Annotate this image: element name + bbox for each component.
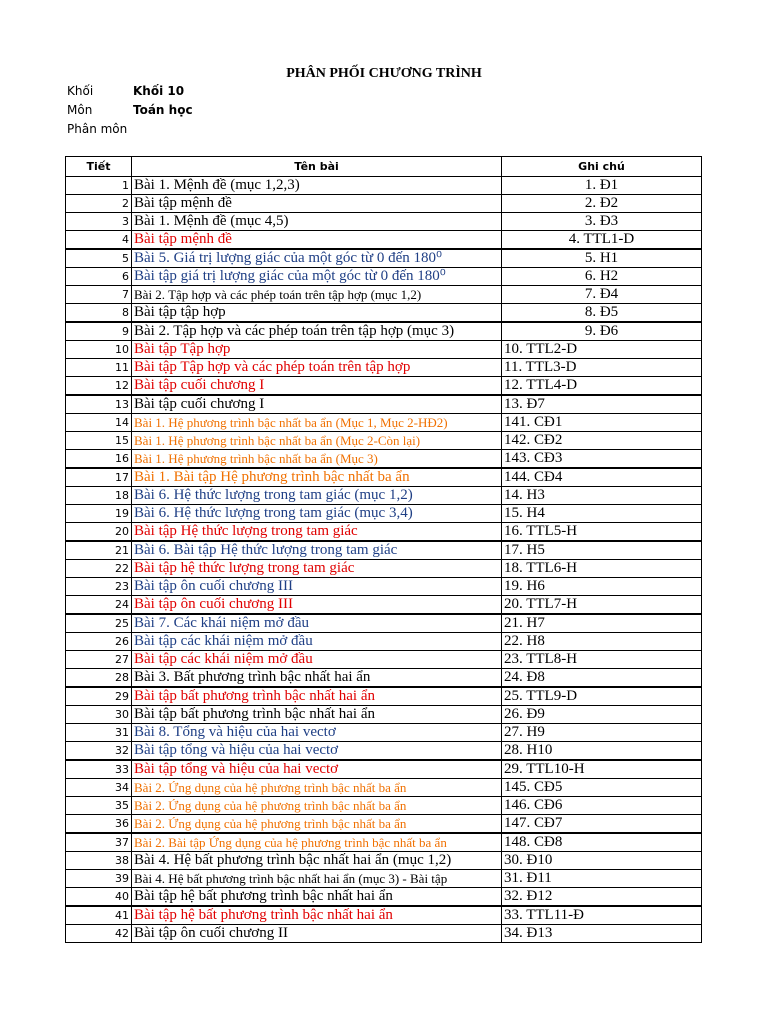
header-tiet: Tiết bbox=[66, 157, 132, 177]
lesson-name-cell: Bài tập ôn cuối chương III bbox=[132, 578, 502, 596]
lesson-note-cell: 143. CĐ3 bbox=[502, 450, 702, 469]
meta-label: Khối bbox=[67, 84, 94, 98]
lesson-number-cell: 16 bbox=[66, 450, 132, 469]
lesson-name-cell: Bài tập bất phương trình bậc nhất hai ẩn bbox=[132, 687, 502, 706]
table-row bbox=[66, 505, 702, 523]
lesson-name-cell: Bài 2. Tập hợp và các phép toán trên tập hợp (mục 3) bbox=[132, 322, 502, 341]
table-row bbox=[66, 706, 702, 724]
table-row bbox=[66, 669, 702, 688]
lesson-number-cell: 40 bbox=[66, 888, 132, 907]
lesson-number-cell: 8 bbox=[66, 304, 132, 323]
lesson-note-cell: 13. Đ7 bbox=[502, 395, 702, 414]
lesson-number-cell: 29 bbox=[66, 687, 132, 706]
lesson-note-cell: 32. Đ12 bbox=[502, 888, 702, 907]
lesson-note-cell: 2. Đ2 bbox=[502, 195, 702, 213]
lesson-note-cell: 31. Đ11 bbox=[502, 870, 702, 888]
table-row bbox=[66, 560, 702, 578]
table-row bbox=[66, 341, 702, 359]
table-row bbox=[66, 760, 702, 779]
lesson-note-cell: 29. TTL10-H bbox=[502, 760, 702, 779]
lesson-note-cell: 9. Đ6 bbox=[502, 322, 702, 341]
lesson-note-cell: 20. TTL7-H bbox=[502, 596, 702, 615]
lesson-note-cell: 144. CĐ4 bbox=[502, 468, 702, 487]
lesson-note-cell: 145. CĐ5 bbox=[502, 779, 702, 797]
schedule-table bbox=[65, 156, 702, 943]
lesson-name-cell: Bài tập Tập hợp và các phép toán trên tập hợp bbox=[132, 359, 502, 377]
lesson-number-cell: 17 bbox=[66, 468, 132, 487]
lesson-number-cell: 15 bbox=[66, 432, 132, 450]
lesson-name-cell: Bài 5. Giá trị lượng giác của một góc từ 0 đến 180⁰ bbox=[132, 249, 502, 268]
lesson-note-cell: 8. Đ5 bbox=[502, 304, 702, 323]
table-row bbox=[66, 888, 702, 907]
table-row bbox=[66, 414, 702, 432]
lesson-name-cell: Bài tập ôn cuối chương II bbox=[132, 925, 502, 943]
lesson-note-cell: 33. TTL11-Đ bbox=[502, 906, 702, 925]
lesson-number-cell: 12 bbox=[66, 377, 132, 396]
lesson-note-cell: 21. H7 bbox=[502, 614, 702, 633]
lesson-name-cell: Bài 2. Tập hợp và các phép toán trên tập hợp (mục 1,2) bbox=[132, 286, 502, 304]
lesson-note-cell: 22. H8 bbox=[502, 633, 702, 651]
lesson-note-cell: 27. H9 bbox=[502, 724, 702, 742]
lesson-number-cell: 4 bbox=[66, 231, 132, 250]
header-ghi-chu: Ghi chú bbox=[502, 157, 702, 177]
lesson-number-cell: 19 bbox=[66, 505, 132, 523]
lesson-number-cell: 13 bbox=[66, 395, 132, 414]
table-row bbox=[66, 870, 702, 888]
lesson-note-cell: 148. CĐ8 bbox=[502, 833, 702, 852]
lesson-note-cell: 3. Đ3 bbox=[502, 213, 702, 231]
lesson-name-cell: Bài tập hệ bất phương trình bậc nhất hai ẩn bbox=[132, 906, 502, 925]
lesson-name-cell: Bài 7. Các khái niệm mở đầu bbox=[132, 614, 502, 633]
table-row bbox=[66, 286, 702, 304]
lesson-number-cell: 42 bbox=[66, 925, 132, 943]
table-row bbox=[66, 815, 702, 834]
lesson-number-cell: 23 bbox=[66, 578, 132, 596]
table-row bbox=[66, 724, 702, 742]
lesson-number-cell: 39 bbox=[66, 870, 132, 888]
lesson-name-cell: Bài 2. Bài tập Ứng dụng của hệ phương trình bậc nhất ba ẩn bbox=[132, 833, 502, 852]
table-row bbox=[66, 177, 702, 195]
meta-value: Toán học bbox=[133, 103, 193, 117]
table-row bbox=[66, 541, 702, 560]
lesson-note-cell: 7. Đ4 bbox=[502, 286, 702, 304]
lesson-number-cell: 34 bbox=[66, 779, 132, 797]
lesson-number-cell: 38 bbox=[66, 852, 132, 870]
lesson-name-cell: Bài 2. Ứng dụng của hệ phương trình bậc nhất ba ẩn bbox=[132, 779, 502, 797]
lesson-name-cell: Bài tập tổng và hiệu của hai vectơ bbox=[132, 760, 502, 779]
lesson-note-cell: 34. Đ13 bbox=[502, 925, 702, 943]
lesson-note-cell: 26. Đ9 bbox=[502, 706, 702, 724]
meta-label: Môn bbox=[67, 103, 93, 117]
lesson-number-cell: 24 bbox=[66, 596, 132, 615]
lesson-number-cell: 2 bbox=[66, 195, 132, 213]
table-row bbox=[66, 596, 702, 615]
header-ten-bai: Tên bài bbox=[132, 157, 502, 177]
table-body bbox=[66, 177, 702, 943]
lesson-number-cell: 20 bbox=[66, 523, 132, 542]
lesson-note-cell: 28. H10 bbox=[502, 742, 702, 761]
lesson-name-cell: Bài tập Hệ thức lượng trong tam giác bbox=[132, 523, 502, 542]
table-row bbox=[66, 468, 702, 487]
lesson-number-cell: 22 bbox=[66, 560, 132, 578]
lesson-name-cell: Bài tập bất phương trình bậc nhất hai ẩn bbox=[132, 706, 502, 724]
lesson-number-cell: 14 bbox=[66, 414, 132, 432]
lesson-name-cell: Bài 6. Hệ thức lượng trong tam giác (mục 1,2) bbox=[132, 487, 502, 505]
meta-row-phan-mon bbox=[67, 122, 133, 136]
table-row bbox=[66, 213, 702, 231]
lesson-number-cell: 11 bbox=[66, 359, 132, 377]
meta-row-khoi bbox=[67, 84, 184, 98]
lesson-number-cell: 6 bbox=[66, 268, 132, 286]
lesson-note-cell: 5. H1 bbox=[502, 249, 702, 268]
lesson-note-cell: 142. CĐ2 bbox=[502, 432, 702, 450]
lesson-name-cell: Bài tập cuối chương I bbox=[132, 377, 502, 396]
table-row bbox=[66, 450, 702, 469]
lesson-note-cell: 4. TTL1-D bbox=[502, 231, 702, 250]
lesson-name-cell: Bài 1. Hệ phương trình bậc nhất ba ẩn (Mục 2-Còn lại) bbox=[132, 432, 502, 450]
lesson-number-cell: 5 bbox=[66, 249, 132, 268]
lesson-name-cell: Bài 1. Bài tập Hệ phương trình bậc nhất ba ẩn bbox=[132, 468, 502, 487]
lesson-name-cell: Bài 2. Ứng dụng của hệ phương trình bậc nhất ba ẩn bbox=[132, 797, 502, 815]
lesson-note-cell: 24. Đ8 bbox=[502, 669, 702, 688]
table-row bbox=[66, 687, 702, 706]
lesson-note-cell: 147. CĐ7 bbox=[502, 815, 702, 834]
table-header-row bbox=[66, 157, 702, 177]
lesson-number-cell: 21 bbox=[66, 541, 132, 560]
lesson-name-cell: Bài tập hệ thức lượng trong tam giác bbox=[132, 560, 502, 578]
lesson-number-cell: 35 bbox=[66, 797, 132, 815]
lesson-number-cell: 1 bbox=[66, 177, 132, 195]
table-row bbox=[66, 231, 702, 250]
table-row bbox=[66, 195, 702, 213]
lesson-name-cell: Bài tập tổng và hiệu của hai vectơ bbox=[132, 742, 502, 761]
lesson-note-cell: 17. H5 bbox=[502, 541, 702, 560]
table-row bbox=[66, 304, 702, 323]
lesson-name-cell: Bài tập mệnh đề bbox=[132, 195, 502, 213]
lesson-name-cell: Bài 4. Hệ bất phương trình bậc nhất hai ẩn (mục 3) - Bài tập bbox=[132, 870, 502, 888]
lesson-note-cell: 6. H2 bbox=[502, 268, 702, 286]
lesson-number-cell: 36 bbox=[66, 815, 132, 834]
lesson-name-cell: Bài tập ôn cuối chương III bbox=[132, 596, 502, 615]
lesson-name-cell: Bài 1. Hệ phương trình bậc nhất ba ẩn (Mục 1, Mục 2-HĐ2) bbox=[132, 414, 502, 432]
lesson-note-cell: 23. TTL8-H bbox=[502, 651, 702, 669]
table-row bbox=[66, 797, 702, 815]
table-row bbox=[66, 523, 702, 542]
lesson-note-cell: 11. TTL3-D bbox=[502, 359, 702, 377]
table-row bbox=[66, 322, 702, 341]
lesson-name-cell: Bài tập Tập hợp bbox=[132, 341, 502, 359]
lesson-name-cell: Bài 1. Mệnh đề (mục 1,2,3) bbox=[132, 177, 502, 195]
lesson-number-cell: 33 bbox=[66, 760, 132, 779]
lesson-name-cell: Bài tập cuối chương I bbox=[132, 395, 502, 414]
table-row bbox=[66, 742, 702, 761]
lesson-name-cell: Bài tập giá trị lượng giác của một góc từ 0 đến 180⁰ bbox=[132, 268, 502, 286]
table-row bbox=[66, 578, 702, 596]
lesson-name-cell: Bài tập mệnh đề bbox=[132, 231, 502, 250]
lesson-number-cell: 37 bbox=[66, 833, 132, 852]
lesson-number-cell: 26 bbox=[66, 633, 132, 651]
meta-label: Phân môn bbox=[67, 122, 128, 136]
lesson-name-cell: Bài 1. Hệ phương trình bậc nhất ba ẩn (Mục 3) bbox=[132, 450, 502, 469]
lesson-number-cell: 9 bbox=[66, 322, 132, 341]
lesson-name-cell: Bài 6. Hệ thức lượng trong tam giác (mục 3,4) bbox=[132, 505, 502, 523]
lesson-number-cell: 27 bbox=[66, 651, 132, 669]
lesson-number-cell: 31 bbox=[66, 724, 132, 742]
lesson-name-cell: Bài 8. Tổng và hiệu của hai vectơ bbox=[132, 724, 502, 742]
table-row bbox=[66, 249, 702, 268]
lesson-note-cell: 16. TTL5-H bbox=[502, 523, 702, 542]
lesson-number-cell: 30 bbox=[66, 706, 132, 724]
table-row bbox=[66, 614, 702, 633]
lesson-note-cell: 19. H6 bbox=[502, 578, 702, 596]
table-row bbox=[66, 377, 702, 396]
lesson-note-cell: 12. TTL4-D bbox=[502, 377, 702, 396]
lesson-name-cell: Bài 3. Bất phương trình bậc nhất hai ẩn bbox=[132, 669, 502, 688]
table-row bbox=[66, 925, 702, 943]
lesson-name-cell: Bài 1. Mệnh đề (mục 4,5) bbox=[132, 213, 502, 231]
lesson-name-cell: Bài tập tập hợp bbox=[132, 304, 502, 323]
lesson-name-cell: Bài 6. Bài tập Hệ thức lượng trong tam giác bbox=[132, 541, 502, 560]
table-row bbox=[66, 852, 702, 870]
lesson-name-cell: Bài tập hệ bất phương trình bậc nhất hai ẩn bbox=[132, 888, 502, 907]
table-row bbox=[66, 779, 702, 797]
lesson-note-cell: 30. Đ10 bbox=[502, 852, 702, 870]
table-row bbox=[66, 906, 702, 925]
table-row bbox=[66, 651, 702, 669]
lesson-number-cell: 18 bbox=[66, 487, 132, 505]
table-row bbox=[66, 833, 702, 852]
lesson-number-cell: 3 bbox=[66, 213, 132, 231]
lesson-name-cell: Bài tập các khái niệm mở đầu bbox=[132, 651, 502, 669]
lesson-number-cell: 28 bbox=[66, 669, 132, 688]
lesson-name-cell: Bài 4. Hệ bất phương trình bậc nhất hai ẩn (mục 1,2) bbox=[132, 852, 502, 870]
lesson-number-cell: 25 bbox=[66, 614, 132, 633]
lesson-number-cell: 7 bbox=[66, 286, 132, 304]
lesson-name-cell: Bài 2. Ứng dụng của hệ phương trình bậc nhất ba ẩn bbox=[132, 815, 502, 834]
lesson-note-cell: 18. TTL6-H bbox=[502, 560, 702, 578]
lesson-number-cell: 10 bbox=[66, 341, 132, 359]
lesson-note-cell: 141. CĐ1 bbox=[502, 414, 702, 432]
table-row bbox=[66, 432, 702, 450]
lesson-number-cell: 32 bbox=[66, 742, 132, 761]
table-row bbox=[66, 268, 702, 286]
page-title: PHÂN PHỐI CHƯƠNG TRÌNH bbox=[286, 66, 482, 81]
lesson-note-cell: 1. Đ1 bbox=[502, 177, 702, 195]
table-row bbox=[66, 359, 702, 377]
lesson-number-cell: 41 bbox=[66, 906, 132, 925]
lesson-note-cell: 10. TTL2-D bbox=[502, 341, 702, 359]
table-row bbox=[66, 487, 702, 505]
meta-row-mon bbox=[67, 103, 193, 117]
table-row bbox=[66, 633, 702, 651]
meta-value: Khối 10 bbox=[133, 84, 185, 98]
lesson-note-cell: 25. TTL9-D bbox=[502, 687, 702, 706]
lesson-name-cell: Bài tập các khái niệm mở đầu bbox=[132, 633, 502, 651]
lesson-note-cell: 15. H4 bbox=[502, 505, 702, 523]
lesson-note-cell: 14. H3 bbox=[502, 487, 702, 505]
lesson-note-cell: 146. CĐ6 bbox=[502, 797, 702, 815]
table-row bbox=[66, 395, 702, 414]
